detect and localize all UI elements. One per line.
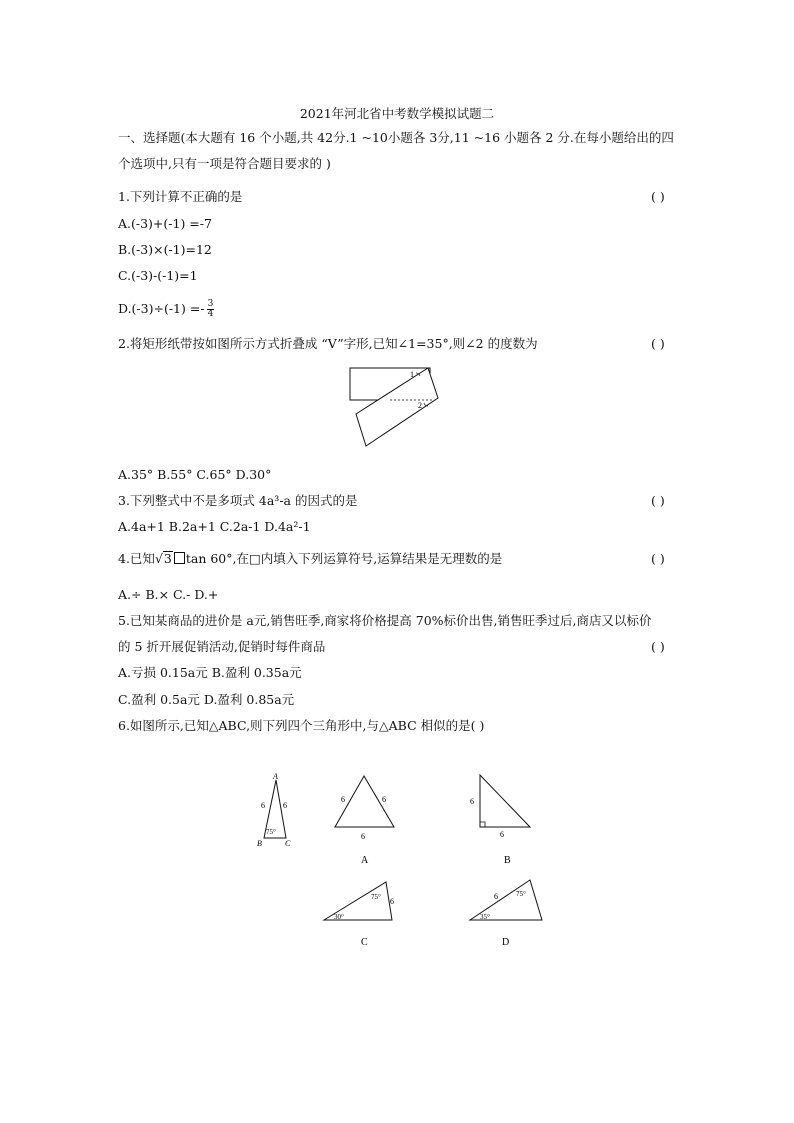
q1-option-c: C.(-3)-(-1)=1 bbox=[118, 268, 198, 283]
q3-answer-paren: ( ) bbox=[651, 493, 665, 508]
right-angle-marker bbox=[480, 822, 485, 827]
option-c-top-angle: 75° bbox=[371, 893, 381, 901]
q4-stem: 4.已知√3 tan 60°,在□内填入下列运算符号,运算结果是无理数的是 bbox=[118, 551, 503, 566]
q1-option-b: B.(-3)×(-1)=12 bbox=[118, 242, 212, 257]
blank-box bbox=[174, 552, 185, 564]
option-c-label: C bbox=[361, 937, 368, 948]
abc-right-side-label: 6 bbox=[283, 801, 287, 810]
q5-stem-line2: 的 5 折开展促销活动,促销时每件商品 bbox=[118, 639, 326, 654]
option-a-left-side: 6 bbox=[341, 795, 345, 804]
triangle-option-b bbox=[480, 775, 530, 827]
abc-left-side-label: 6 bbox=[261, 801, 265, 810]
q3-stem: 3.下列整式中不是多项式 4a³-a 的因式的是 bbox=[118, 493, 358, 508]
option-c-left-angle: 30° bbox=[334, 913, 344, 921]
page-title: 2021年河北省中考数学模拟试题二 bbox=[299, 106, 495, 121]
q1-option-d bbox=[118, 300, 214, 319]
q6-stem: 6.如图所示,已知△ABC,则下列四个三角形中,与△ABC 相似的是( ) bbox=[118, 718, 485, 733]
q1-answer-paren: ( ) bbox=[651, 189, 665, 204]
q4-options: A.÷ B.× C.- D.+ bbox=[118, 587, 219, 602]
q5-stem-line1: 5.已知某商品的进价是 a元,销售旺季,商家将价格提高 70%标价出售,销售旺季过后,商店又以标价 bbox=[118, 613, 652, 628]
section-instructions-line1: 一、选择题(本大题有 16 个小题,共 42分.1 ~10小题各 3分,11 ~16 小题各 2 分.在每小题给出的四 bbox=[118, 130, 674, 145]
q4-answer-paren: ( ) bbox=[651, 551, 665, 566]
folded-strip-figure bbox=[340, 362, 450, 452]
fraction-numerator: 3 bbox=[207, 299, 214, 309]
option-a-bottom-side: 6 bbox=[361, 832, 365, 841]
q5-answer-paren: ( ) bbox=[651, 639, 665, 654]
q5-options-ab: A.亏损 0.15a元 B.盈利 0.35a元 bbox=[118, 665, 302, 680]
folded-strip bbox=[356, 368, 438, 446]
q1-option-d-fraction bbox=[207, 300, 215, 319]
q5-options-cd: C.盈利 0.5a元 D.盈利 0.85a元 bbox=[118, 692, 295, 707]
section-instructions-line2: 个选项中,只有一项是符合题目要求的 ) bbox=[118, 156, 331, 171]
abc-angle-label: 75° bbox=[266, 828, 276, 836]
option-c-side: 6 bbox=[390, 897, 394, 906]
q1-stem: 1.下列计算不正确的是 bbox=[118, 189, 243, 204]
option-d-side: 6 bbox=[494, 892, 498, 901]
q4-sqrt-argument: 3 bbox=[163, 551, 172, 566]
q2-stem: 2.将矩形纸带按如图所示方式折叠成 “V”字形,已知∠1=35°,则∠2 的度数为 bbox=[118, 336, 538, 351]
vertex-a-label: A bbox=[273, 772, 278, 781]
option-b-label: B bbox=[504, 855, 511, 866]
q2-options: A.35° B.55° C.65° D.30° bbox=[118, 467, 272, 482]
q3-options: A.4a+1 B.2a+1 C.2a-1 D.4a²-1 bbox=[118, 519, 311, 534]
q4-stem-suffix: tan 60°,在□内填入下列运算符号,运算结果是无理数的是 bbox=[185, 551, 503, 566]
triangle-figures bbox=[240, 770, 560, 960]
angle-1-label: 1 bbox=[410, 370, 414, 379]
q1-option-d-text: D.(-3)÷(-1) =- bbox=[118, 301, 205, 316]
option-b-left-side: 6 bbox=[470, 797, 474, 806]
q4-stem-prefix: 4.已知 bbox=[118, 551, 155, 566]
vertex-c-label: C bbox=[285, 839, 291, 848]
angle-2-label: 2 bbox=[418, 401, 422, 410]
fraction-denominator: 4 bbox=[207, 309, 214, 319]
vertex-b-label: B bbox=[257, 839, 262, 848]
q1-option-a: A.(-3)+(-1) =-7 bbox=[118, 216, 212, 231]
option-d-label: D bbox=[502, 937, 510, 948]
option-b-bottom-side: 6 bbox=[500, 830, 504, 839]
q2-answer-paren: ( ) bbox=[651, 336, 665, 351]
option-d-left-angle: 35° bbox=[480, 913, 490, 921]
option-d-top-angle: 75° bbox=[516, 890, 526, 898]
option-a-label: A bbox=[361, 855, 369, 866]
option-a-right-side: 6 bbox=[382, 795, 386, 804]
